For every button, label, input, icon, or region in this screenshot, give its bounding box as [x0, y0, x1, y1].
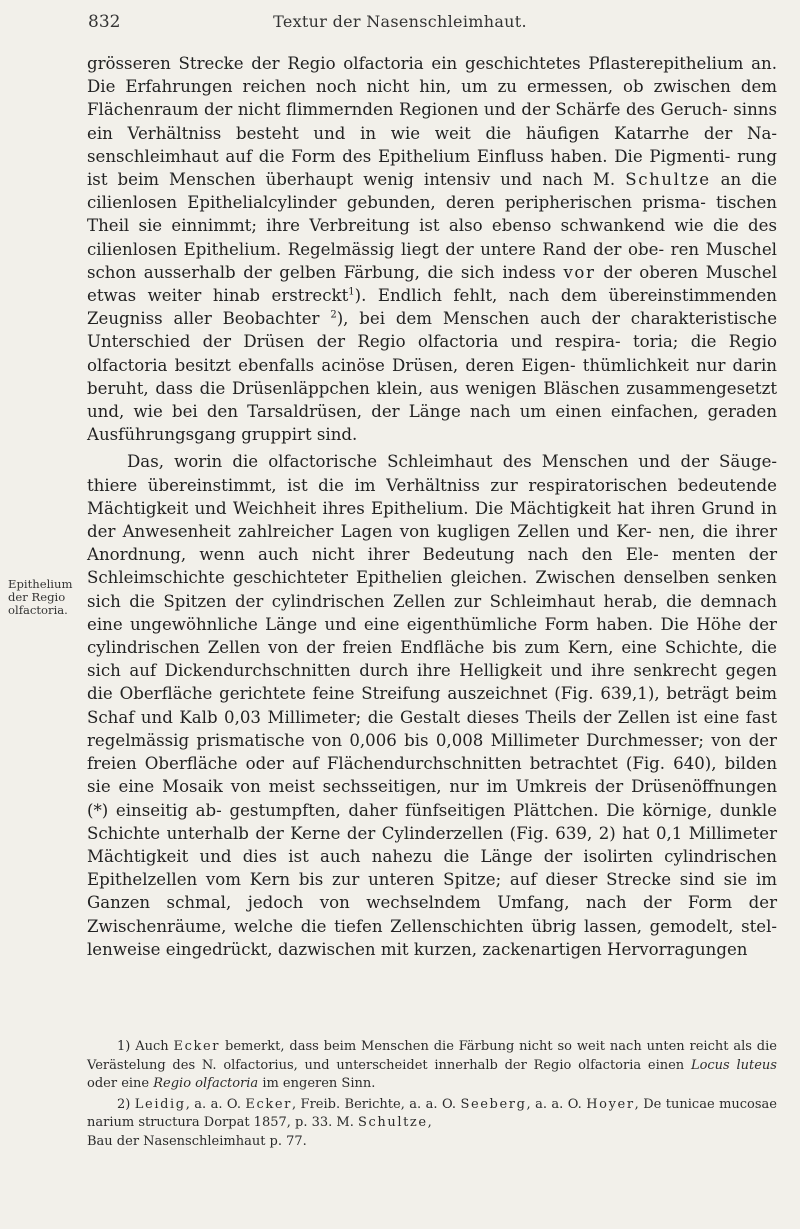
- paragraph-pigment: [87, 52, 777, 446]
- text-line: toria; die Regio olfactoria besitzt ebenfalls acinöse Drüsen, deren Eigen-: [87, 332, 778, 375]
- footnote-number: 2): [117, 1096, 131, 1112]
- text-line: ). Endlich fehlt, nach dem: [354, 286, 598, 306]
- margin-note: [8, 578, 84, 617]
- footnote-2: [87, 1096, 777, 1133]
- text-line: Form haben. Die Höhe der cylindrischen Zellen von der freien Endfläche: [87, 614, 777, 658]
- footnote-ref: 2: [330, 309, 337, 321]
- text-line: grösseren Strecke der Regio olfactoria ein geschichtetes Pflasterepithelium an.: [87, 54, 777, 73]
- author-name: Ecker: [245, 1096, 292, 1112]
- margin-note-line: Epithelium: [8, 577, 73, 591]
- text-line: an die cilienlosen Epithelialcylinder gebunden, deren peripherischen prisma-: [87, 170, 778, 213]
- footnote-text: oder eine: [87, 1076, 150, 1091]
- text-line: Gestalt dieses Theils der Zellen ist eine fast regelmässig prismatische von: [87, 707, 777, 750]
- margin-note-line: olfactoria.: [8, 603, 68, 617]
- text-line: um einen einfachen, geraden Ausführungsgang gruppirt sind.: [87, 402, 778, 445]
- text-line: denselben senken sich die Spitzen der cylindrischen Zellen zur Schleimhaut: [87, 568, 777, 611]
- text-line: die des cilienlosen Epithelium. Regelmässig liegt der untere Rand der obe-: [87, 216, 777, 259]
- text-line: Das, worin die olfactorische Schleimhaut des Menschen und der Säuge-: [127, 452, 777, 472]
- page-number: 832: [88, 12, 121, 32]
- text-line: auszeichnet (Fig. 639,1), beträgt beim Schaf und Kalb 0,03 Millimeter; die: [87, 684, 777, 727]
- footnote-text: ,: [427, 1115, 432, 1130]
- footnote-text: Regio olfactoria einen: [533, 1057, 685, 1073]
- text-line: Epithelzellen vom Kern bis zur unteren Spitze; auf dieser Strecke sind sie: [87, 870, 748, 890]
- footnote-text: unten reicht als die Verästelung des N. olfactorius, und unterscheidet innerhalb der: [87, 1039, 777, 1073]
- emphasis-word: vor: [563, 262, 596, 282]
- footnote-text: bemerkt, dass beim Menschen die Färbung nicht so weit nach: [225, 1039, 642, 1054]
- author-name: Ecker: [173, 1039, 221, 1054]
- italic-term: Locus luteus: [690, 1057, 777, 1073]
- italic-term: Regio olfactoria: [153, 1076, 259, 1091]
- author-name: Hoyer: [586, 1096, 635, 1112]
- author-name: Seeberg: [460, 1096, 527, 1112]
- paragraph-epithelium: [87, 450, 777, 960]
- footnote-text: im engeren Sinn.: [262, 1076, 376, 1091]
- footnote-1: [87, 1038, 777, 1094]
- text-line: Flächendurchschnitten betrachtet (Fig. 640), bilden sie eine Mosaik von: [87, 754, 778, 797]
- footnote-text: Auch: [135, 1039, 169, 1054]
- text-line: Zwischenräume, welche die tiefen Zellenschichten übrig lassen, gemodelt, stel-: [87, 916, 777, 936]
- text-line: charakteristische Unterschied der Drüsen der Regio olfactoria und respira-: [87, 309, 778, 352]
- text-line: übereinstimmenden Zeugniss aller Beobachter: [87, 286, 777, 329]
- text-line: Grund in der Anwesenheit zahlreicher Lagen von kugligen Zellen und Ker-: [87, 498, 778, 542]
- text-line: Bläschen zusammengesetzt und, wie bei den Tarsaldrüsen, der Länge nach: [87, 378, 777, 422]
- footnote-ref: 1: [348, 286, 355, 298]
- text-line: thümlichkeit nur darin beruht, dass die Drüsenläppchen klein, aus wenigen: [87, 355, 777, 398]
- text-line: Die Erfahrungen reichen noch nicht hin, um zu ermessen, ob zwischen dem: [87, 77, 777, 97]
- text-line: im Ganzen schmal, jedoch von wechselndem Umfang, nach der Form der: [87, 870, 777, 913]
- footnote-2-continued: [87, 1133, 777, 1152]
- author-name: Leidig: [134, 1096, 186, 1112]
- main-text: [87, 52, 777, 961]
- text-line: Mächtigkeit und dies ist auch nahezu die Länge der isolirten cylindrischen: [87, 846, 777, 866]
- text-line: Flächenraum der nicht flimmernden Regionen und der Schärfe des Geruch-: [87, 100, 728, 120]
- text-line: menten der Schleimschichte geschichteter Epithelien gleichen. Zwischen: [87, 545, 777, 588]
- text-line: oberen Muschel etwas weiter hinab erstreckt: [87, 262, 778, 306]
- author-name: Schultze: [358, 1115, 428, 1130]
- text-line: sinns ein Verhältniss besteht und in wie weit die häufigen Katarrhe der Na-: [87, 100, 777, 143]
- footnote-text: , a. a. O.: [185, 1096, 241, 1112]
- text-line: tischen Theil sie einnimmt; ihre Verbreitung ist also ebenso schwankend wie: [87, 193, 777, 236]
- text-line: thiere übereinstimmt, ist die im Verhältniss zur respiratorischen bedeutende: [87, 475, 777, 495]
- running-title: Textur der Nasenschleimhaut.: [273, 12, 527, 31]
- text-line: lenweise eingedrückt, dazwischen mit kurzen, zackenartigen Hervorragungen: [87, 939, 748, 959]
- footnote-text: Bau der Nasenschleimhaut p. 77.: [87, 1133, 307, 1149]
- text-line: herab, die demnach eine ungewöhnliche Länge und eine eigenthümliche: [87, 591, 777, 634]
- text-line: 0,006 bis 0,008 Millimeter Durchmesser; von der freien Oberfläche oder auf: [87, 730, 777, 774]
- text-line: meist sechsseitigen, nur im Umkreis der Drüsenöffnungen (*) einseitig ab-: [87, 777, 778, 820]
- text-line: rung ist beim Menschen überhaupt wenig intensiv und nach M.: [87, 146, 777, 190]
- text-line: bis zum Kern, eine Schichte, die sich auf Dickendurchschnitten durch ihre: [87, 638, 777, 681]
- text-line: der: [603, 262, 632, 282]
- footnote-text: , Freib. Berichte, a. a. O.: [291, 1096, 456, 1112]
- footnote-text: , a. a. O.: [526, 1096, 582, 1112]
- text-line: ren Muschel schon ausserhalb der gelben Färbung, die sich indess: [87, 239, 777, 282]
- text-line: unterhalb der Kerne der Cylinderzellen (Fig. 639, 2) hat 0,1 Millimeter: [166, 823, 777, 843]
- footnotes: [87, 1038, 777, 1151]
- text-line: gestumpften, daher fünfseitigen Plättchen. Die körnige, dunkle Schichte: [87, 800, 777, 843]
- author-name: Schultze: [625, 170, 711, 190]
- text-line: ), bei dem Menschen auch der: [336, 309, 620, 329]
- text-line: senschleimhaut auf die Form des Epithelium Einfluss haben. Die Pigmenti-: [87, 146, 731, 166]
- running-header: [0, 12, 800, 42]
- text-line: Mächtigkeit und Weichheit ihres Epithelium. Die Mächtigkeit hat ihren: [87, 498, 696, 518]
- footnote-text: , De tunicae mucosae narium structura Dorpat 1857, p. 33. M.: [87, 1096, 778, 1130]
- text-line: nen, die ihrer Anordnung, wenn auch nicht ihrer Bedeutung nach den Ele-: [87, 522, 777, 565]
- footnote-number: 1): [117, 1039, 131, 1054]
- text-line: Helligkeit und ihre senkrecht gegen die Oberfläche gerichtete feine Streifung: [87, 661, 777, 704]
- margin-note-line: der Regio: [8, 590, 66, 604]
